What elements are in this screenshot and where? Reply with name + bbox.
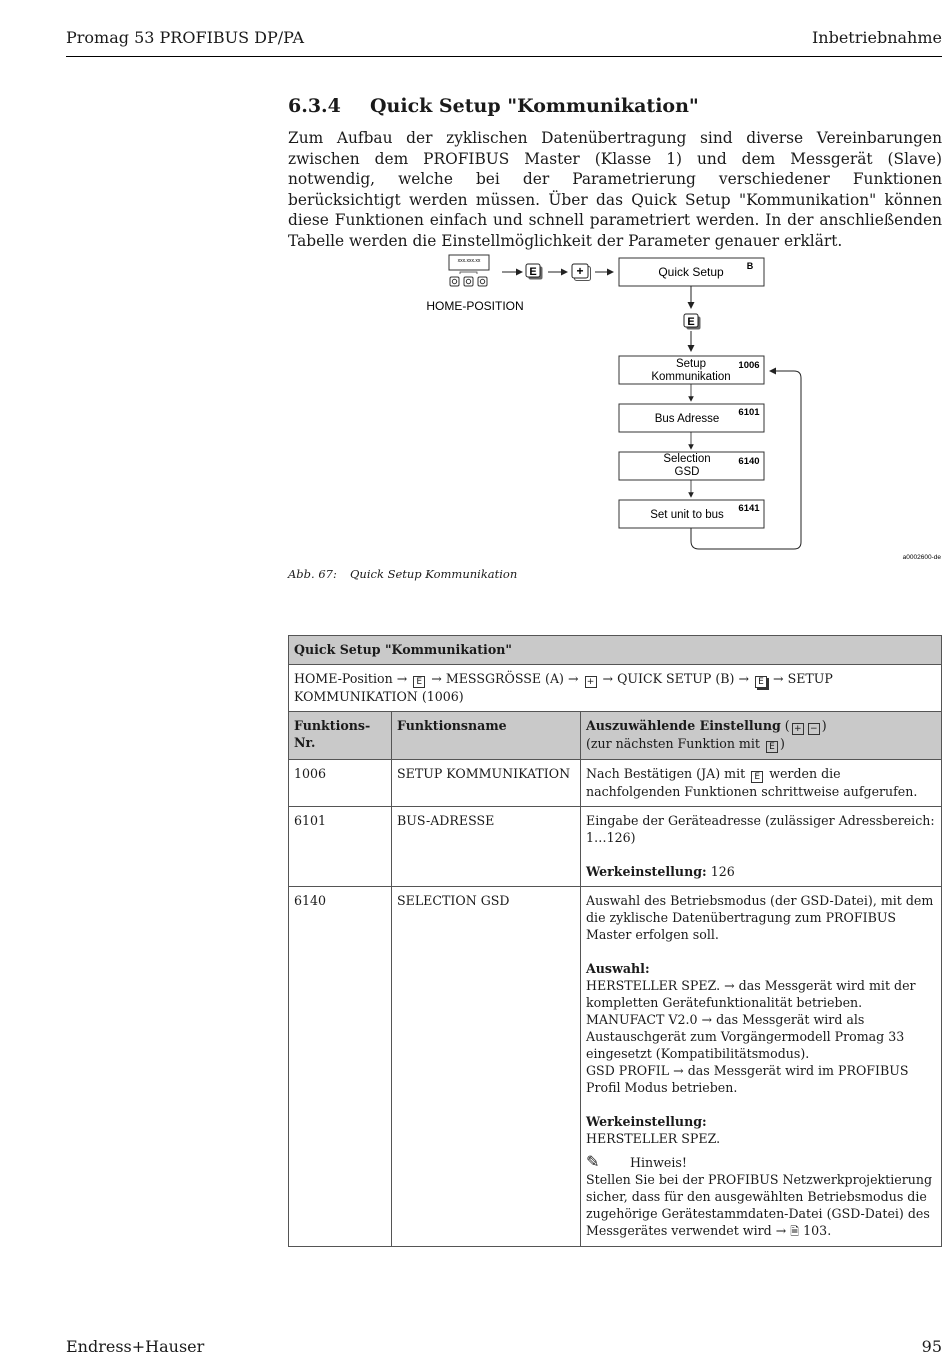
box-6140-code: 6140 [738,456,760,467]
quick-setup-table [288,635,942,1247]
note-page: 103. [803,1223,832,1238]
box-6141-code: 6141 [738,503,760,514]
row-name: BUS-ADRESSE [392,807,581,887]
table-row [289,807,942,887]
row-nr: 6101 [289,807,392,887]
footer-company: Endress+Hauser [66,1337,205,1356]
box-6140-line1: Selection [663,453,711,465]
pencil-note-icon: ✎ [586,1152,600,1171]
box-1006-code: 1006 [738,360,760,371]
svg-text:E: E [687,316,695,328]
box-1006-line1: Setup [675,358,707,370]
enter-key-icon-2 [684,314,701,330]
quick-setup-diagram [410,245,950,565]
caption-text: Quick Setup Kommunikation [350,567,518,581]
page-number: 95 [921,1337,942,1356]
row-desc: Nach Bestätigen (JA) mit E werden die nachfolgenden Funktionen schrittweise aufgerufen. [581,760,942,807]
section-title: Quick Setup "Kommunikation" [370,95,699,117]
table-row [289,760,942,807]
section-number: 6.3.4 [288,95,341,117]
enter-key-icon [526,264,543,280]
intro-paragraph: Zum Aufbau der zyklischen Datenübertragung sind diverse Vereinbarungen zwischen dem PROFIBUS Master (Klasse 1) und dem Messgerät (Slave) notwendig, welche bei der Parametrierung verschiedener Funktionen berücksichtigt werden müssen. Über das Quick Setup "Kommunikation" können diese Funktionen einfach und schnell parametriert werden. In der anschließenden Tabelle werden die Einstellmöglichkeit der Parameter genauer erklärt. [288,129,942,250]
column-header-name: Funktionsname [392,712,581,760]
figure-ref: a0002600-de [902,554,941,561]
header-product: Promag 53 PROFIBUS DP/PA [66,28,305,47]
row-desc: Eingabe der Geräteadresse (zulässiger Adressbereich: 1…126) Werkeinstellung: 126 [581,807,942,887]
caption-label: Abb. 67: [288,567,337,581]
enter-key-icon: E [766,741,778,753]
box-6140-line2: GSD [674,466,700,478]
row-nr: 1006 [289,760,392,807]
box-6101-line1: Bus Adresse [654,413,720,425]
page-ref-icon: 🗎 [790,1225,800,1238]
enter-key-icon: E [751,771,763,783]
minus-key-icon: − [808,723,820,735]
plus-key-icon [572,264,591,281]
table-path: HOME-Position → E → MESSGRÖSSE (A) → + → QUICK SETUP (B) → E → SETUP KOMMUNIKATION (1006) [289,665,942,712]
multi-enter-icon: E [755,676,767,688]
plus-key-icon: + [585,676,597,688]
column-header-nr: Funktions-Nr. [289,712,392,760]
enter-key-icon: E [413,676,425,688]
quick-setup-code: B [746,261,754,271]
plus-key-icon: + [792,723,804,735]
table-row [289,887,942,1247]
svg-text:E: E [529,266,537,278]
row-name: SELECTION GSD [392,887,581,1247]
quick-setup-label: Quick Setup [658,265,724,279]
box-6141-line1: Set unit to bus [650,509,724,521]
home-position-label: HOME-POSITION [426,299,524,313]
row-nr: 6140 [289,887,392,1247]
header-chapter: Inbetriebnahme [811,28,942,47]
box-6101-code: 6101 [738,407,760,418]
note-text: Stellen Sie bei der PROFIBUS Netzwerkprojektierung sicher, dass für den ausgewählten Betriebsmodus die zugehörige Gerätestammdaten-Datei (GSD-Datei) des Messgerätes verwendet wird → [586,1172,933,1238]
column-header-setting: Auszuwählende Einstellung ( + − ) (zur nächsten Funktion mit E ) [581,712,942,760]
display-readout: xxx.xxx.xx [457,258,481,264]
svg-text:+: + [576,264,584,278]
box-1006-line2: Kommunikation [651,371,731,383]
table-title: Quick Setup "Kommunikation" [289,636,942,665]
row-name: SETUP KOMMUNIKATION [392,760,581,807]
display-unit-icon [449,255,489,286]
row-desc: Auswahl des Betriebsmodus (der GSD-Datei), mit dem die zyklische Datenübertragung zum PROFIBUS Master erfolgen soll. Auswahl: HERSTELLER SPEZ. → das Messgerät wird mit der kompletten Gerätefunktionalität betrieben. MANUFACT V2.0 → das Messgerät wird als Austauschgerät zum Vorgängermodell Promag 33 eingesetzt (Kompatibilitätsmodus). GSD PROFIL → das Messgerät wird im PROFIBUS Profil Modus betrieben. Werkeinstellung: HERSTELLER SPEZ. ✎ Hinweis! Stellen Sie bei der PROFIBUS Netzwerkprojektierung sicher, dass für den ausgewählten Betriebsmodus die zugehörige Gerätestammdaten-Datei (GSD-Datei) des Messgerätes verwendet wird → 🗎 103. [581,887,942,1247]
header-rule [66,56,942,57]
note-title: Hinweis! [630,1155,687,1170]
